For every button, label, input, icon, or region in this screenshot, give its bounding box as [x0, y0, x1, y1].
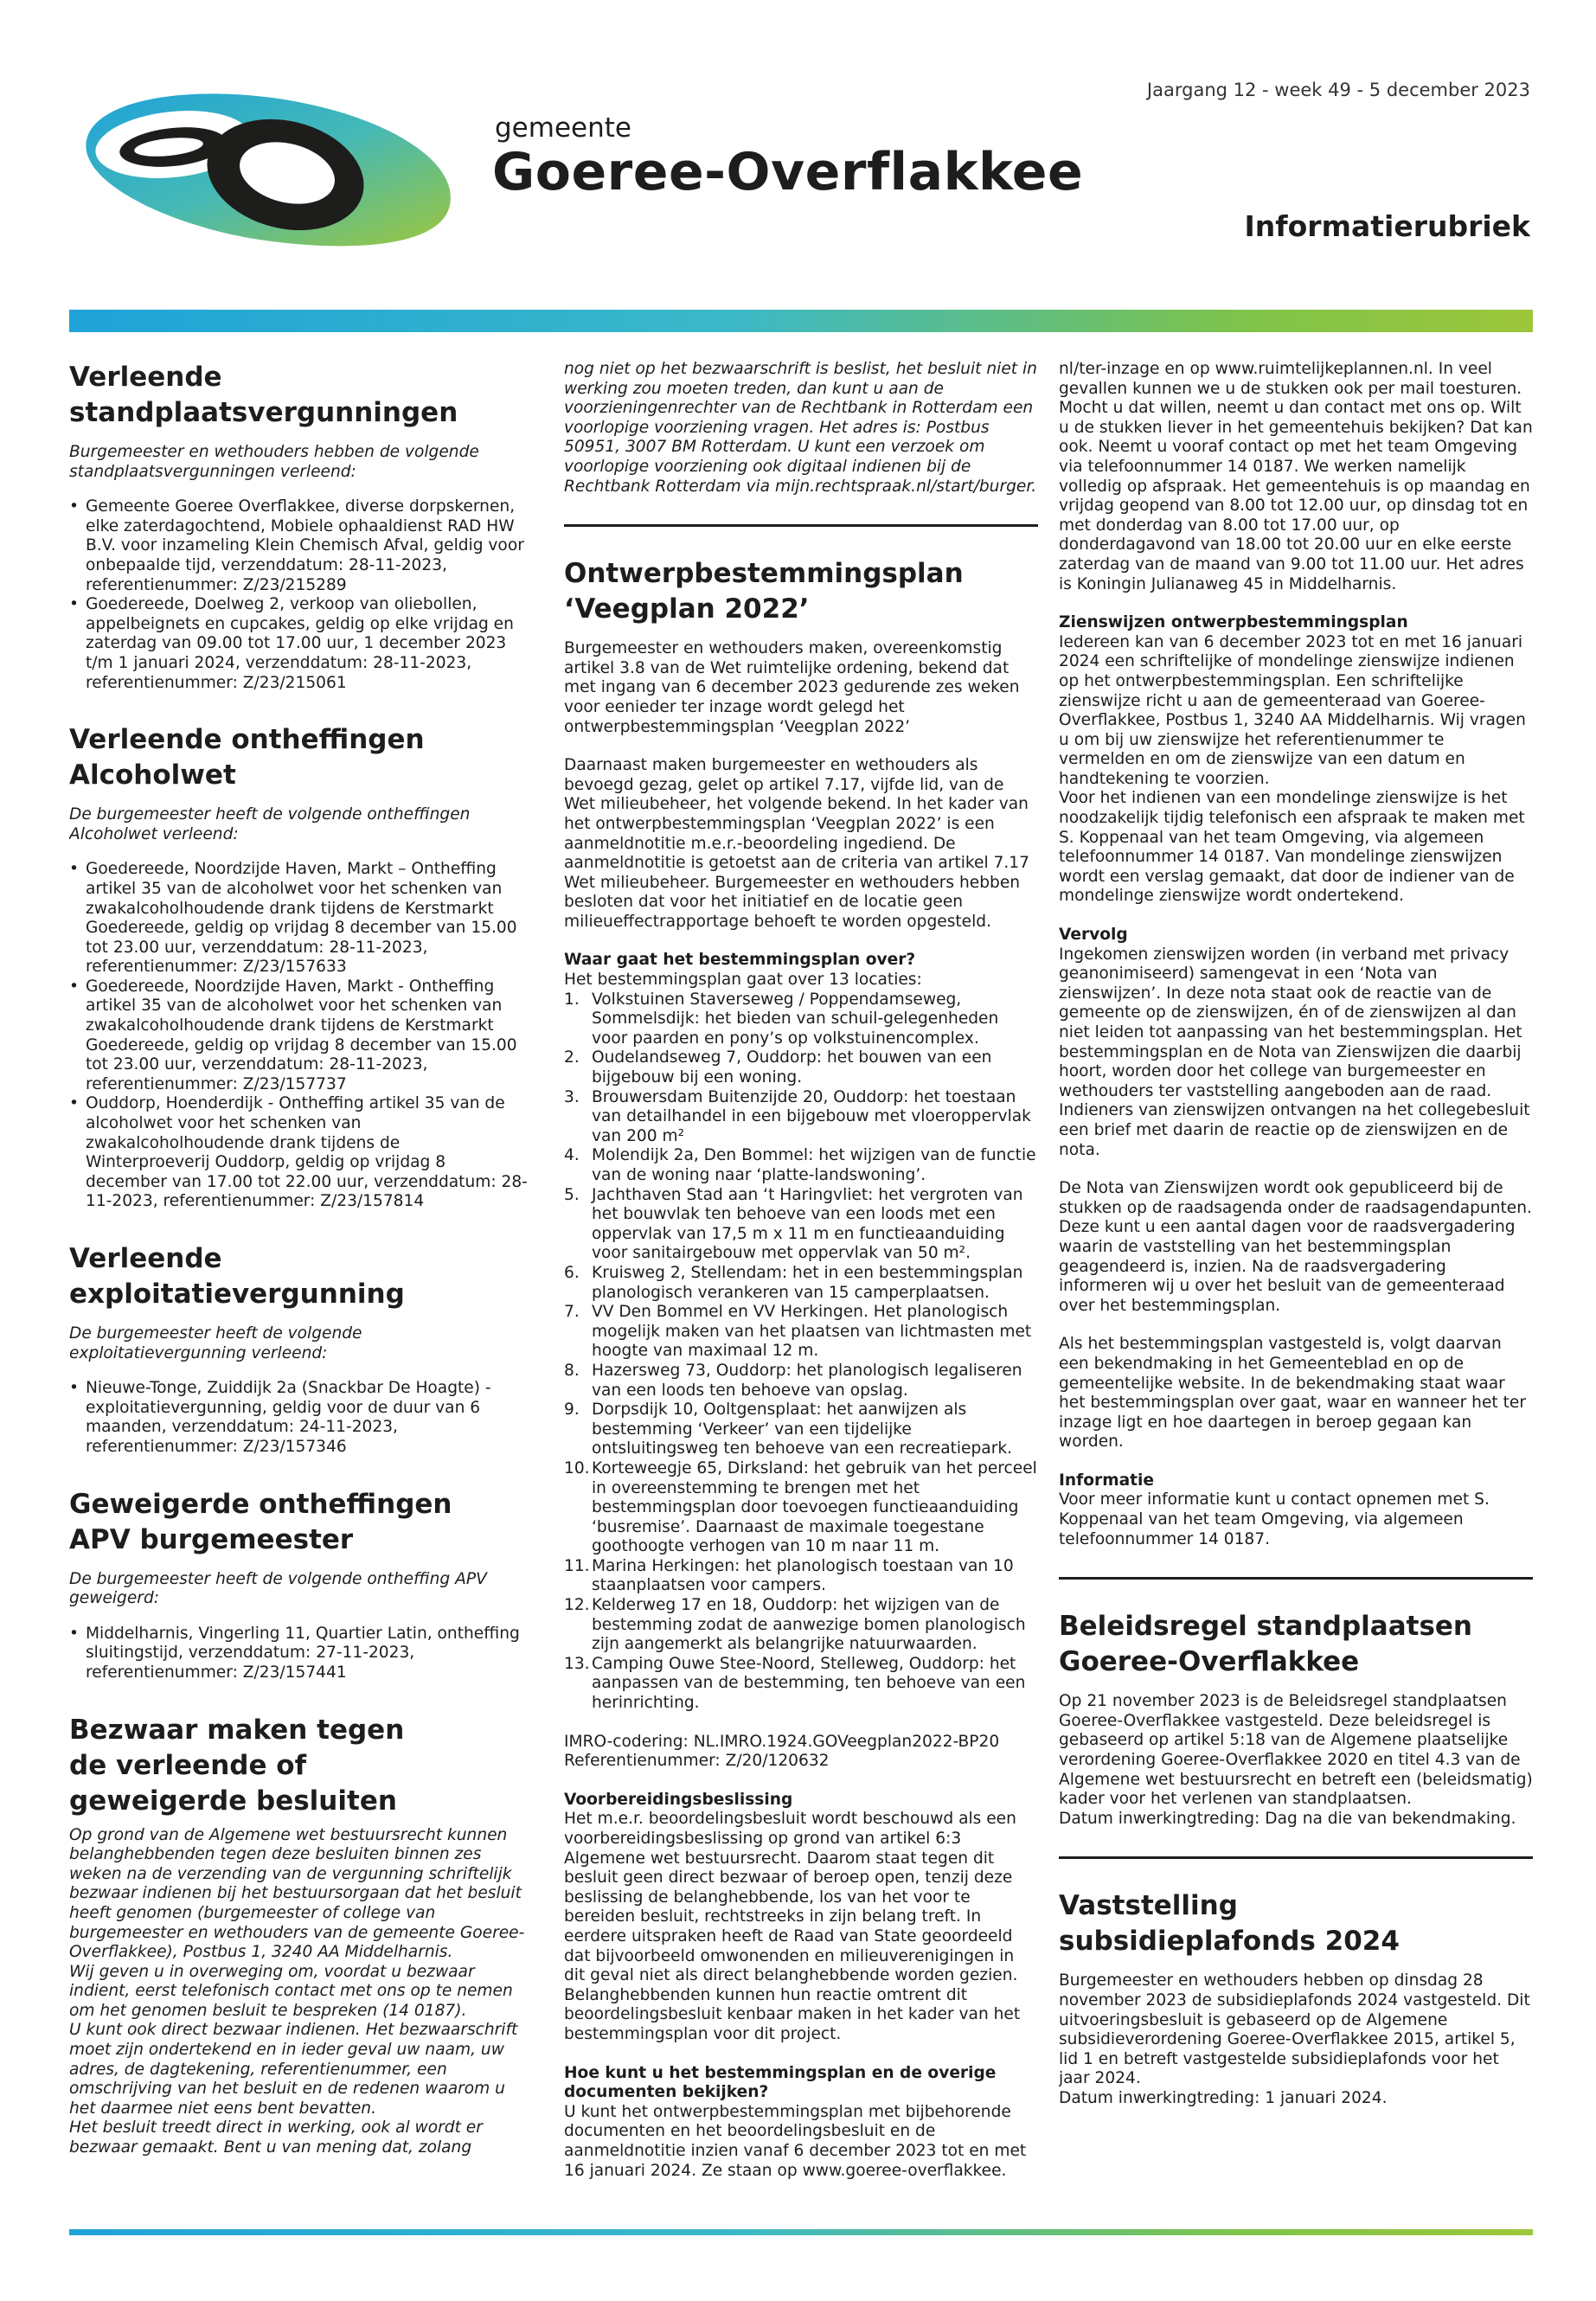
item-number: 9.	[564, 1400, 580, 1420]
title-line: Vaststelling	[1059, 1890, 1238, 1922]
subheading: Hoe kunt u het bestemmingsplan en de overige documenten bekijken?	[564, 2063, 997, 2102]
paragraph: Burgemeester en wethouders hebben op dinsdag 28 november 2023 de subsidieplafonds 2024 vastgesteld. Dit uitvoeringsbesluit is gebaseerd op de Algemene subsidieverordening Goeree-Overflakkee 2015, artikel 5, lid 1 en betreft vastgestelde subsidieplafonds voor het jaar 2024.	[1059, 1971, 1530, 2088]
subheading: Waar gaat het bestemmingsplan over?	[564, 951, 916, 970]
municipality-logo	[69, 80, 467, 253]
list-item	[564, 1596, 1038, 1655]
item-number: 7.	[564, 1303, 580, 1322]
title-line: Verleende ontheffingen	[69, 724, 425, 756]
list-item: • Ouddorp, Hoenderdijk - Ontheffing artikel 35 van de alcoholwet voor het schenken van zwakalcoholhoudende drank tijdens de Winterproeverij Ouddorp, geldig op vrijdag 8 december van 17.00 tot 22.00 uur, verzenddatum: 28-11-2023, referentienummer: Z/23/157814	[69, 1094, 528, 1212]
list-item: • Goedereede, Noordzijde Haven, Markt - Ontheffing artikel 35 van de alcoholwet voor het schenken van zwakalcoholhoudende drank tijdens de Kerstmarkt Goedereede, geldig op vrijdag 8 december van 15.00 tot 23.00 uur, verzenddatum: 28-11-2023, referentienummer: Z/23/157737	[69, 977, 528, 1095]
paragraph: Daarnaast maken burgemeester en wethouders als bevoegd gezag, gelet op artikel 7.17, vijfde lid, van de Wet milieubeheer, het volgende bekend. In het kader van het ontwerpbestemmingsplan ‘Veegplan 2022’ is een aanmeldnotitie m.e.r.-beoordeling ingediend. De aanmeldnotitie is getoetst aan de criteria van artikel 7.17 Wet milieubeheer. Burgemeester en wethouders hebben besloten dat voor het initiatief en de locatie geen milieueffectrapportage behoeft te worden opgesteld.	[564, 756, 1029, 931]
section-title-standplaatsvergunningen	[69, 360, 528, 431]
item-number: 13.	[564, 1654, 590, 1673]
title-line: Geweigerde ontheffingen	[69, 1488, 452, 1520]
paragraph: Het besluit treedt direct in werking, ook al wordt er bezwaar gemaakt. Bent u van mening dat, zolang	[69, 2118, 483, 2157]
paragraph: De Nota van Zienswijzen wordt ook gepubliceerd bij de stukken op de raadsagenda onder de raadsagendapunten. Deze kunt u een aantal dagen voor de raadsvergadering waarin de vaststelling van het bestemmingsplan geagendeerd is, inzien. Na de raadsvergadering informeren wij u over het besluit van de gemeenteraad over het bestemmingsplan.	[1059, 1179, 1532, 1315]
column-middle	[564, 360, 1038, 2224]
list-item	[564, 1303, 1038, 1362]
item-text: Kelderweg 17 en 18, Ouddorp: het wijzigen van de bestemming zodat de aanwezige bomen planologisch zijn aangemerkt als belangrijke natuurwaarden.	[592, 1596, 1026, 1654]
exemption-list	[69, 860, 528, 1212]
section-title-beleidsregel	[1059, 1609, 1533, 1680]
paragraph: Wij geven u in overweging om, voordat u bezwaar indient, eerst telefonisch contact met ons op te nemen om het genomen besluit te bespreken (14 0187).	[69, 1962, 513, 2020]
paragraph: U kunt het ontwerpbestemmingsplan met bijbehorende documenten en het beoordelingsbesluit en de aanmeldnotitie inzien vanaf 6 december 2023 tot en met 16 januari 2024. Ze staan op www.goeree-overflakkee.	[564, 2102, 1027, 2180]
title-line: Goeree-Overflakkee	[1059, 1646, 1360, 1678]
item-number: 1.	[564, 990, 580, 1009]
list-item: • Gemeente Goeree Overflakkee, diverse dorpskernen, elke zaterdagochtend, Mobiele ophaaldienst RAD HW B.V. voor inzameling Klein Chemisch Afval, geldig voor onbepaalde tijd, verzenddatum: 28-11-2023, referentienummer: Z/23/215289	[69, 497, 528, 595]
section-title-exploitatievergunning: Verleende exploitatievergunning	[69, 1243, 405, 1310]
section-title-veegplan	[564, 556, 1038, 627]
title-line: Ontwerpbestemmingsplan	[564, 558, 964, 590]
item-text: Molendijk 2a, Den Bommel: het wijzigen van de functie van de woning naar ‘platte-landswoning’.	[592, 1146, 1036, 1184]
item-text: Oudelandseweg 7, Ouddorp: het bouwen van een bijgebouw bij een woning.	[592, 1048, 992, 1087]
list-item	[564, 1362, 1038, 1400]
paragraph: Het m.e.r. beoordelingsbesluit wordt beschouwd als een voorbereidingsbeslissing op grond van artikel 6:3 Algemene wet bestuursrecht. Daarom staat tegen dit besluit geen direct bezwaar of beroep open, tenzij deze beslissing de belanghebbende, los van het voor te bereiden besluit, rechtstreeks in zijn belang treft. In eerdere uitspraken heeft de Raad van State geoordeeld dat bijvoorbeeld omwonenden en milieuverenigingen in dit geval niet als direct belanghebbende worden gezien. Belanghebbenden kunnen hun reactie omtrent dit beoordelingsbesluit kenbaar maken in het kader van het bestemmingsplan voor dit project.	[564, 1810, 1021, 2043]
paragraph-continued: nog niet op het bezwaarschrift is beslist, het besluit niet in werking zou moeten treden, dan kunt u aan de voorzieningenrechter van de Rechtbank in Rotterdam een voorlopige voorziening vragen. Het adres is: Postbus 50951, 3007 BM Rotterdam. U kunt een verzoek om voorlopige voorziening ook digitaal indienen bij de Rechtbank Rotterdam via mijn.rechtspraak.nl/start/burger.	[564, 360, 1037, 496]
item-number: 11.	[564, 1556, 590, 1575]
list-item	[564, 1264, 1038, 1303]
column-left	[69, 360, 528, 2224]
subheading: Vervolg	[1059, 926, 1128, 945]
list-item	[564, 1088, 1038, 1147]
footer-color-bar	[69, 2229, 1533, 2235]
title-line: Alcoholwet	[69, 760, 236, 792]
rubric-title: Informatierubriek	[1244, 209, 1530, 243]
title-line: de verleende of	[69, 1749, 307, 1781]
section-title-geweigerde-ontheffingen	[69, 1487, 528, 1558]
municipality-label: gemeente	[495, 112, 631, 144]
title-line: Verleende	[69, 362, 222, 393]
item-text: Camping Ouwe Stee-Noord, Stelleweg, Ouddorp: het aanpassen van de bestemming, ten behoeve van een herinrichting.	[592, 1654, 1026, 1713]
list-item	[564, 1048, 1038, 1087]
item-text: Volkstuinen Staverseweg / Poppendamseweg, Sommelsdijk: het bieden van schuil-gelegenheden voor paarden en pony’s op volkstuinencomplex.	[592, 990, 999, 1048]
section-title-alcoholwet	[69, 722, 528, 793]
item-text: Dorpsdijk 10, Ooltgensplaat: het aanwijzen als bestemming ‘Verkeer’ van een tijdelijke ontsluitingsweg ten behoeve van een recreatiepark.	[592, 1400, 1013, 1458]
paragraph: Als het bestemmingsplan vastgesteld is, volgt daarvan een bekendmaking in het Gemeenteblad en op de gemeentelijke website. In de bekendmaking staat waar het bestemmingsplan over gaat, waar en wanneer het ter inzage ligt en hoe daartegen in beroep gegaan kan worden.	[1059, 1335, 1526, 1452]
title-line: geweigerde besluiten	[69, 1785, 397, 1817]
list-item	[564, 1557, 1038, 1596]
section-intro: Burgemeester en wethouders hebben de volgende standplaatsvergunningen verleend:	[69, 443, 479, 481]
list-item: • Nieuwe-Tonge, Zuiddijk 2a (Snackbar De Hoagte) - exploitatievergunning, geldig voor de duur van 6 maanden, verzenddatum: 24-11-2023, referentienummer: Z/23/157346	[69, 1379, 528, 1457]
item-text: Korteweegje 65, Dirksland: het gebruik van het perceel in overeenstemming te brengen met het bestemmingsplan door toevoegen functieaanduiding ‘busremise’. Daarnaast de maximale toegestane goothoogte verhogen van 10 m naar 11 m.	[592, 1458, 1037, 1556]
paragraph: Voor meer informatie kunt u contact opnemen met S. Koppenaal van het team Omgeving, via algemeen telefoonnummer 14 0187.	[1059, 1490, 1490, 1548]
permit-list	[69, 497, 528, 693]
title-line: standplaatsvergunningen	[69, 397, 458, 428]
item-number: 3.	[564, 1087, 580, 1106]
paragraph: Burgemeester en wethouders maken, overeenkomstig artikel 3.8 van de Wet ruimtelijke ordening, bekend dat met ingang van 6 december 2023 gedurende zes weken voor eenieder ter inzage wordt gelegd het ontwerpbestemmingsplan ‘Veegplan 2022’	[564, 639, 1020, 736]
exploitation-list	[69, 1379, 528, 1457]
paragraph: Iedereen kan van 6 december 2023 tot en met 16 januari 2024 een schriftelijke of mondelinge zienswijze indienen op het ontwerpbestemmingsplan. Een schriftelijke zienswijze richt u aan de gemeenteraad van Goeree-Overflakkee, Postbus 1, 3240 AA Middelharnis. Wij vragen u om bij uw zienswijze het referentienummer te vermelden en om de zienswijze van een datum en handtekening te voorzien.	[1059, 632, 1526, 788]
effective-date: Datum inwerkingtreding: 1 januari 2024.	[1059, 2088, 1388, 2107]
locations-list	[564, 990, 1038, 1714]
item-number: 8.	[564, 1361, 580, 1380]
section-intro: De burgemeester heeft de volgende ontheffing APV geweigerd:	[69, 1569, 487, 1608]
item-number: 6.	[564, 1263, 580, 1282]
list-item	[564, 1186, 1038, 1264]
section-title-bezwaar	[69, 1713, 528, 1819]
paragraph: U kunt ook direct bezwaar indienen. Het bezwaarschrift moet zijn ondertekend en in ieder geval uw naam, uw adres, de dagtekening, referentienummer, een omschrijving van het besluit en de redenen waarom u het daarmee niet eens bent bevatten.	[69, 2021, 518, 2118]
section-intro: De burgemeester heeft de volgende exploitatievergunning verleend:	[69, 1324, 362, 1362]
item-number: 10.	[564, 1458, 590, 1477]
item-text: Brouwersdam Buitenzijde 20, Ouddorp: het toestaan van detailhandel in een bijgebouw met vloeroppervlak van 200 m²	[592, 1087, 1031, 1145]
effective-date: Datum inwerkingtreding: Dag na die van bekendmaking.	[1059, 1809, 1516, 1828]
list-item	[564, 1400, 1038, 1459]
item-text: Kruisweg 2, Stellendam: het in een bestemmingsplan planologisch verankeren van 15 camperplaatsen.	[592, 1263, 1023, 1302]
list-item	[564, 1655, 1038, 1714]
header-color-bar	[69, 310, 1533, 332]
title-line: ‘Veegplan 2022’	[564, 593, 810, 625]
title-line: Bezwaar maken tegen	[69, 1714, 405, 1746]
municipality-name: Goeree-Overflakkee	[492, 142, 1084, 202]
paragraph: Voor het indienen van een mondelinge zienswijze is het noodzakelijk tijdig telefonisch een afspraak te maken met S. Koppenaal van het team Omgeving, via algemeen telefoonnummer 14 0187. Van mondelinge zienswijzen wordt een verslag gemaakt, dat door de indiener van de mondelinge zienswijze wordt ondertekend.	[1059, 789, 1525, 906]
item-number: 12.	[564, 1596, 590, 1615]
section-divider	[1059, 1856, 1533, 1859]
title-line: APV burgemeester	[69, 1523, 354, 1555]
section-intro: De burgemeester heeft de volgende ontheffingen Alcoholwet verleend:	[69, 805, 471, 843]
title-line: subsidieplafonds 2024	[1059, 1926, 1400, 1958]
list-item: • Goedereede, Doelweg 2, verkoop van oliebollen, appelbeignets en cupcakes, geldig op elke vrijdag en zaterdag van 09.00 tot 17.00 uur, 1 december 2023 t/m 1 januari 2024, verzenddatum: 28-11-2023, referentienummer: Z/23/215061	[69, 595, 528, 693]
item-text: Marina Herkingen: het planologisch toestaan van 10 staanplaatsen voor campers.	[592, 1556, 1014, 1595]
imro-code: IMRO-codering: NL.IMRO.1924.GOVeegplan2022-BP20	[564, 1732, 1000, 1751]
paragraph: Op grond van de Algemene wet bestuursrecht kunnen belanghebbenden tegen deze besluiten binnen zes weken na de verzending van de vergunning schriftelijk bezwaar indienen bij het bestuursorgaan dat het besluit heeft genomen (burgemeester of college van burgemeester en wethouders van de gemeente Goeree-Overflakkee), Postbus 1, 3240 AA Middelharnis.	[69, 1825, 525, 1962]
item-text: VV Den Bommel en VV Herkingen. Het planologisch mogelijk maken van het plaatsen van lichtmasten met hoogte van maximaal 12 m.	[592, 1303, 1032, 1361]
section-title-subsidieplafonds	[1059, 1888, 1533, 1959]
item-number: 2.	[564, 1048, 580, 1067]
paragraph: Ingekomen zienswijzen worden (in verband met privacy geanonimiseerd) samengevat in een ‘Nota van zienswijzen’. In deze nota staat ook de reactie van de gemeente op de zienswijzen, én of de zienswijzen al dan niet leiden tot aanpassing van het bestemmingsplan. Het bestemmingsplan en de Nota van Zienswijzen die daarbij hoort, worden door het college van burgemeester en wethouders ter vaststelling aangeboden aan de raad. Indieners van zienswijzen ontvangen na het collegebesluit een brief met daarin de reactie op de zienswijzen en de nota.	[1059, 945, 1530, 1159]
item-number: 5.	[564, 1185, 580, 1204]
reference-number: Referentienummer: Z/20/120632	[564, 1752, 830, 1771]
list-item	[564, 1459, 1038, 1557]
section-divider	[564, 524, 1038, 527]
subheading: Zienswijzen ontwerpbestemmingsplan	[1059, 613, 1408, 632]
issue-info: Jaargang 12 - week 49 - 5 december 2023	[1146, 80, 1530, 100]
paragraph: Op 21 november 2023 is de Beleidsregel standplaatsen Goeree-Overflakkee vastgesteld. Deze beleidsregel is gebaseerd op artikel 5:18 van de Algemene plaatselijke verordening Goeree-Overflakkee 2020 en titel 4.3 van de Algemene wet bestuursrecht en betreft een (beleidsmatig) kader voor het verlenen van standplaatsen.	[1059, 1692, 1533, 1809]
subheading: Voorbereidingsbeslissing	[564, 1790, 793, 1809]
item-text: Hazersweg 73, Ouddorp: het planologisch legaliseren van een loods ten behoeve van opslag.	[592, 1361, 1022, 1400]
item-text: Jachthaven Stad aan ‘t Haringvliet: het vergroten van het bouwvlak ten behoeve van een loods met een oppervlak van 17,5 m x 11 m en functieaanduiding voor sanitairgebouw met oppervlak van 50 m².	[592, 1185, 1023, 1263]
paragraph-continued: nl/ter-inzage en op www.ruimtelijkeplannen.nl. In veel gevallen kunnen we u de stukken ook per mail toesturen. Mocht u dat willen, neemt u dan contact met ons op. Wilt u de stukken liever in het gemeentehuis bekijken? Dat kan ook. Neemt u vooraf contact op met het team Omgeving via telefoonnummer 14 0187. We werken namelijk volledig op afspraak. Het gemeentehuis is op maandag en vrijdag geopend van 8.00 tot 12.00 uur, op dinsdag tot en met donderdag van 8.00 tot 17.00 uur, op donderdagavond van 18.00 tot 20.00 uur en elke eerste zaterdag van de maand van 9.00 tot 11.00 uur. Het adres is Koningin Julianaweg 45 in Middelharnis.	[1059, 360, 1533, 593]
list-item	[564, 990, 1038, 1049]
column-right	[1059, 360, 1533, 2224]
list-item: • Middelharnis, Vingerling 11, Quartier Latin, ontheffing sluitingstijd, verzenddatum: 27-11-2023, referentienummer: Z/23/157441	[69, 1625, 528, 1683]
section-divider	[1059, 1577, 1533, 1580]
list-item	[564, 1146, 1038, 1185]
item-number: 4.	[564, 1146, 580, 1165]
subheading: Informatie	[1059, 1471, 1154, 1490]
list-intro: Het bestemmingsplan gaat over 13 locaties:	[564, 971, 922, 990]
list-item: • Goedereede, Noordzijde Haven, Markt – Ontheffing artikel 35 van de alcoholwet voor het schenken van zwakalcoholhoudende drank tijdens de Kerstmarkt Goedereede, geldig op vrijdag 8 december van 15.00 tot 23.00 uur, verzenddatum: 28-11-2023, referentienummer: Z/23/157633	[69, 860, 528, 977]
refused-list	[69, 1625, 528, 1683]
title-line: Beleidsregel standplaatsen	[1059, 1611, 1472, 1643]
